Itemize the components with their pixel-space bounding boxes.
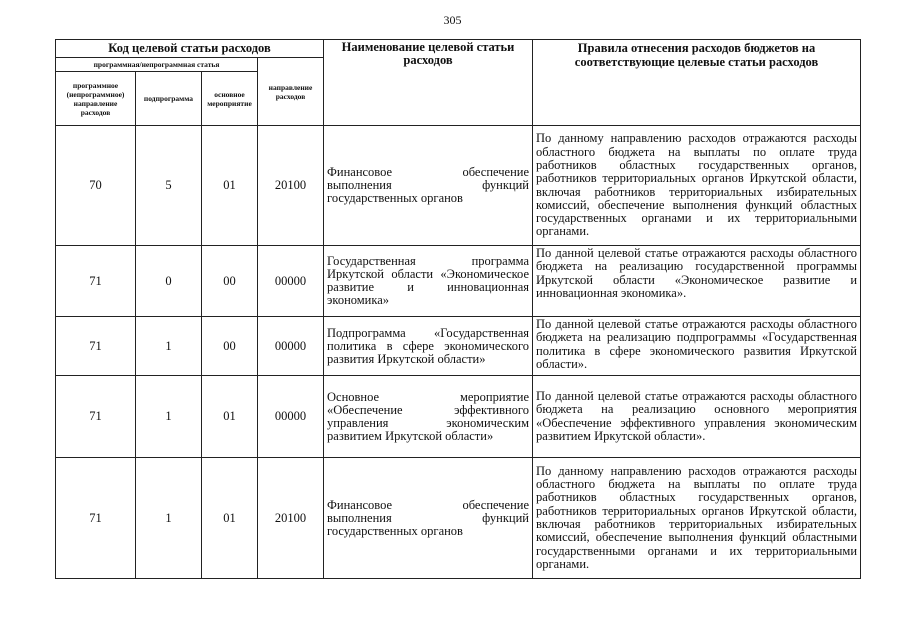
direction-cell: 20100 [258,458,324,579]
page-number: 305 [443,13,462,27]
program-cell: 71 [56,317,136,376]
program-cell: 70 [56,126,136,246]
rules-cell: По данному направлению расходов отражаются расходы областного бюджета на выплаты по оплате труда работников областных государственных органов, работников территориальных органов Иркутской области, включая работников территориальных избирательных комиссий, обеспечение выполнения функций областными государственными органами и их территориальными органами. [533,458,861,579]
subprogram-cell: 5 [136,126,202,246]
event-column-header: основное мероприятие [202,72,258,126]
direction-column-header: направление расходов [258,58,324,126]
event-cell: 00 [202,317,258,376]
direction-cell: 20100 [258,126,324,246]
subprogram-cell: 0 [136,246,202,317]
subprogram-cell: 1 [136,458,202,579]
rules-cell: По данной целевой статье отражаются расходы областного бюджета на реализацию подпрограммы «Государственная политика в сфере экономического развития Иркутской области». [533,317,861,376]
name-cell: Подпрограмма «Государственная политика в сфере экономического развития Иркутской области» [324,317,533,376]
program-column-header: программное (непрограммное) направление расходов [56,72,136,126]
direction-cell: 00000 [258,317,324,376]
subprogram-column-header: подпрограмма [136,72,202,126]
subprogram-cell: 1 [136,376,202,458]
table-row [56,376,861,458]
direction-cell: 00000 [258,246,324,317]
subprogram-cell: 1 [136,317,202,376]
rules-column-header: Правила отнесения расходов бюджетов на соответствующие целевые статьи расходов [533,40,861,126]
event-cell: 00 [202,246,258,317]
target-articles-table [55,39,861,579]
table-row [56,126,861,246]
rules-cell: По данному направлению расходов отражаются расходы областного бюджета на выплаты по оплате труда работников областных государственных органов, работников территориальных органов Иркутской области, включая работников территориальных избирательных комиссий, обеспечение выполнения функций областных государственных органами и их территориальными органами. [533,126,861,246]
program-group-header: программная/непрограммная статья [56,58,258,72]
rules-cell: По данной целевой статье отражаются расходы областного бюджета на реализацию государственной программы Иркутской области «Экономическое развитие и инновационная экономика». [533,246,861,317]
name-column-header: Наименование целевой статьи расходов [324,40,533,126]
event-cell: 01 [202,126,258,246]
program-cell: 71 [56,246,136,317]
name-cell: Финансовое обеспечение выполнения функций государственных органов [324,126,533,246]
program-cell: 71 [56,376,136,458]
direction-cell: 00000 [258,376,324,458]
code-group-header: Код целевой статьи расходов [56,40,324,58]
name-cell: Государственная программа Иркутской области «Экономическое развитие и инновационная экономика» [324,246,533,317]
table-row [56,246,861,317]
rules-cell: По данной целевой статье отражаются расходы областного бюджета на реализацию основного мероприятия «Обеспечение эффективного управления экономическим развитием Иркутской области». [533,376,861,458]
name-cell: Основное мероприятие «Обеспечение эффективного управления экономическим развитием Иркутской области» [324,376,533,458]
program-cell: 71 [56,458,136,579]
table-row [56,317,861,376]
event-cell: 01 [202,458,258,579]
name-cell: Финансовое обеспечение выполнения функций государственных органов [324,458,533,579]
event-cell: 01 [202,376,258,458]
table-row [56,458,861,579]
